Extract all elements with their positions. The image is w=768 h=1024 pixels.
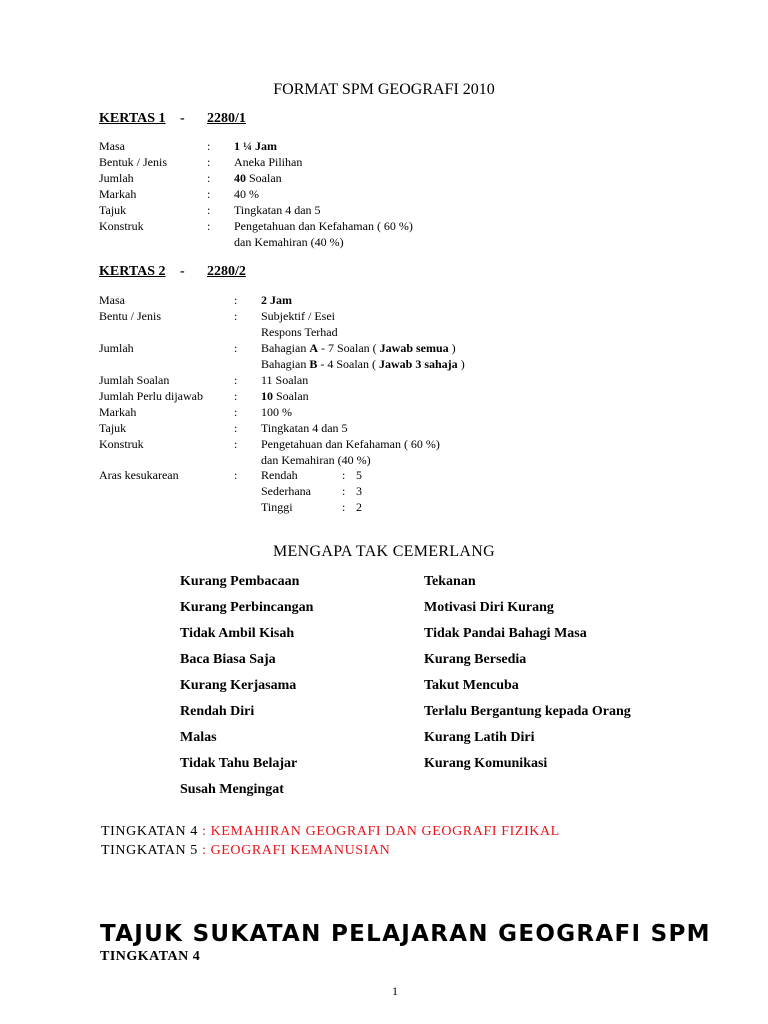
document-title: FORMAT SPM GEOGRAFI 2010	[273, 81, 495, 98]
kertas1-sep-markah: :	[207, 187, 211, 201]
list-item: Tidak Ambil Kisah	[180, 626, 295, 641]
list-item: Tekanan	[424, 574, 476, 589]
kertas2-heading-dash: -	[180, 264, 185, 279]
kertas1-jumlah-unit: Soalan	[246, 171, 282, 185]
kertas1-label-masa: Masa	[99, 139, 125, 153]
kertas1-value-markah: 40 %	[234, 187, 259, 201]
tingkatan4-line	[101, 824, 560, 840]
aras-level-sep: :	[342, 500, 346, 514]
aras-level-value: 3	[356, 484, 362, 498]
kertas1-sep-bentuk: :	[207, 155, 211, 169]
kertas2-sep-tajuk: :	[234, 421, 238, 435]
kertas2-label-masa: Masa	[99, 293, 125, 307]
list-item: Susah Mengingat	[180, 782, 284, 797]
kertas2-label-jumlah: Jumlah	[99, 341, 134, 355]
kertas1-sep-jumlah: :	[207, 171, 211, 185]
tingkatan4-topic: KEMAHIRAN GEOGRAFI DAN GEOGRAFI FIZIKAL	[210, 824, 560, 839]
list-item: Terlalu Bergantung kepada Orang	[424, 704, 631, 719]
page-number: 1	[392, 984, 398, 998]
list-item: Rendah Diri	[180, 704, 255, 719]
jumlah-perlu-unit: Soalan	[273, 389, 309, 403]
sukatan-subtitle: TINGKATAN 4	[100, 949, 201, 964]
kertas1-label-markah: Markah	[99, 187, 137, 201]
kertas2-sep-konstruk: :	[234, 437, 238, 451]
kertas2-value-bentuk-line2: Respons Terhad	[261, 325, 338, 339]
bahagian-a-instruction: Jawab semua	[379, 341, 449, 355]
kertas2-label-konstruk: Konstruk	[99, 437, 144, 451]
tingkatan4-label: TINGKATAN 4	[101, 824, 198, 839]
bahagian-b-letter: B	[309, 357, 318, 371]
list-item: Kurang Kerjasama	[180, 678, 297, 693]
tingkatan4-sep: :	[197, 824, 211, 839]
list-item: Motivasi Diri Kurang	[424, 600, 554, 615]
kertas1-label-konstruk: Konstruk	[99, 219, 144, 233]
aras-level-value: 5	[356, 468, 362, 482]
kertas1-value-tajuk: Tingkatan 4 dan 5	[234, 203, 321, 217]
tingkatan5-topic: GEOGRAFI KEMANUSIAN	[210, 843, 391, 858]
kertas2-label-jumlah-soalan: Jumlah Soalan	[99, 373, 170, 387]
kertas1-label-bentuk: Bentuk / Jenis	[99, 155, 167, 169]
kertas1-value-konstruk-line2: dan Kemahiran (40 %)	[234, 235, 344, 249]
kertas1-heading-label: KERTAS 1	[99, 111, 166, 126]
jumlah-perlu-number: 10	[261, 389, 273, 403]
kertas2-label-tajuk: Tajuk	[99, 421, 127, 435]
kertas2-value-konstruk-line2: dan Kemahiran (40 %)	[261, 453, 371, 467]
bahagian-a-letter: A	[309, 341, 318, 355]
kertas1-sep-masa: :	[207, 139, 211, 153]
bahagian-a-count: - 7 Soalan (	[318, 341, 380, 355]
kertas2-label-aras: Aras kesukarean	[99, 468, 179, 482]
bahagian-b-instruction: Jawab 3 sahaja	[379, 357, 458, 371]
kertas2-sep-masa: :	[234, 293, 238, 307]
kertas2-value-bahagian-b	[261, 357, 465, 373]
kertas1-label-tajuk: Tajuk	[99, 203, 127, 217]
kertas2-value-konstruk: Pengetahuan dan Kefahaman ( 60 %)	[261, 437, 440, 451]
list-item: Tidak Tahu Belajar	[180, 756, 298, 771]
aras-level-name: Rendah	[261, 468, 298, 482]
aras-level-sep: :	[342, 468, 346, 482]
kertas1-value-konstruk: Pengetahuan dan Kefahaman ( 60 %)	[234, 219, 413, 233]
tingkatan5-label: TINGKATAN 5	[101, 843, 198, 858]
bahagian-b-prefix: Bahagian	[261, 357, 310, 371]
kertas2-heading-label: KERTAS 2	[99, 264, 166, 279]
bahagian-b-close: )	[457, 357, 465, 371]
kertas1-sep-tajuk: :	[207, 203, 211, 217]
sukatan-title: TAJUK SUKATAN PELAJARAN GEOGRAFI SPM	[100, 921, 711, 947]
list-item: Kurang Bersedia	[424, 652, 527, 667]
bahagian-a-prefix: Bahagian	[261, 341, 310, 355]
bahagian-b-count: - 4 Soalan (	[317, 357, 379, 371]
kertas2-label-markah: Markah	[99, 405, 137, 419]
tingkatan5-sep: :	[197, 843, 211, 858]
kertas2-label-bentuk: Bentu / Jenis	[99, 309, 161, 323]
aras-level-name: Sederhana	[261, 484, 311, 498]
tingkatan5-line	[101, 843, 390, 859]
mengapa-heading: MENGAPA TAK CEMERLANG	[273, 543, 495, 560]
kertas2-value-markah: 100 %	[261, 405, 292, 419]
list-item: Takut Mencuba	[424, 678, 519, 693]
aras-level-name: Tinggi	[261, 500, 293, 514]
kertas1-heading-code: 2280/1	[207, 111, 246, 126]
aras-level-sep: :	[342, 484, 346, 498]
kertas1-sep-konstruk: :	[207, 219, 211, 233]
list-item: Tidak Pandai Bahagi Masa	[424, 626, 587, 641]
list-item: Kurang Latih Diri	[424, 730, 535, 745]
kertas1-value-bentuk: Aneka Pilihan	[234, 155, 303, 169]
kertas2-sep-jumlah-perlu: :	[234, 389, 238, 403]
kertas1-heading-dash: -	[180, 111, 185, 126]
kertas2-value-jumlah-soalan: 11 Soalan	[261, 373, 309, 387]
kertas1-jumlah-number: 40	[234, 171, 246, 185]
list-item: Baca Biasa Saja	[180, 652, 276, 667]
kertas2-label-jumlah-perlu: Jumlah Perlu dijawab	[99, 389, 203, 403]
kertas2-sep-aras: :	[234, 468, 238, 482]
list-item: Kurang Komunikasi	[424, 756, 548, 771]
kertas2-sep-markah: :	[234, 405, 238, 419]
kertas2-sep-jumlah-soalan: :	[234, 373, 238, 387]
kertas2-value-masa: 2 Jam	[261, 293, 292, 307]
bahagian-a-close: )	[448, 341, 456, 355]
list-item: Kurang Pembacaan	[180, 574, 300, 589]
kertas2-value-bentuk: Subjektif / Esei	[261, 309, 335, 323]
kertas1-value-masa: 1 ¼ Jam	[234, 139, 277, 153]
list-item: Kurang Perbincangan	[180, 600, 314, 615]
list-item: Malas	[180, 730, 217, 745]
kertas2-value-bahagian-a	[261, 341, 456, 357]
kertas1-label-jumlah: Jumlah	[99, 171, 134, 185]
kertas1-value-jumlah	[234, 171, 282, 187]
kertas2-sep-jumlah: :	[234, 341, 238, 355]
kertas2-heading-code: 2280/2	[207, 264, 246, 279]
kertas2-sep-bentuk: :	[234, 309, 238, 323]
kertas2-value-tajuk: Tingkatan 4 dan 5	[261, 421, 348, 435]
aras-level-value: 2	[356, 500, 362, 514]
kertas2-value-jumlah-perlu	[261, 389, 309, 405]
